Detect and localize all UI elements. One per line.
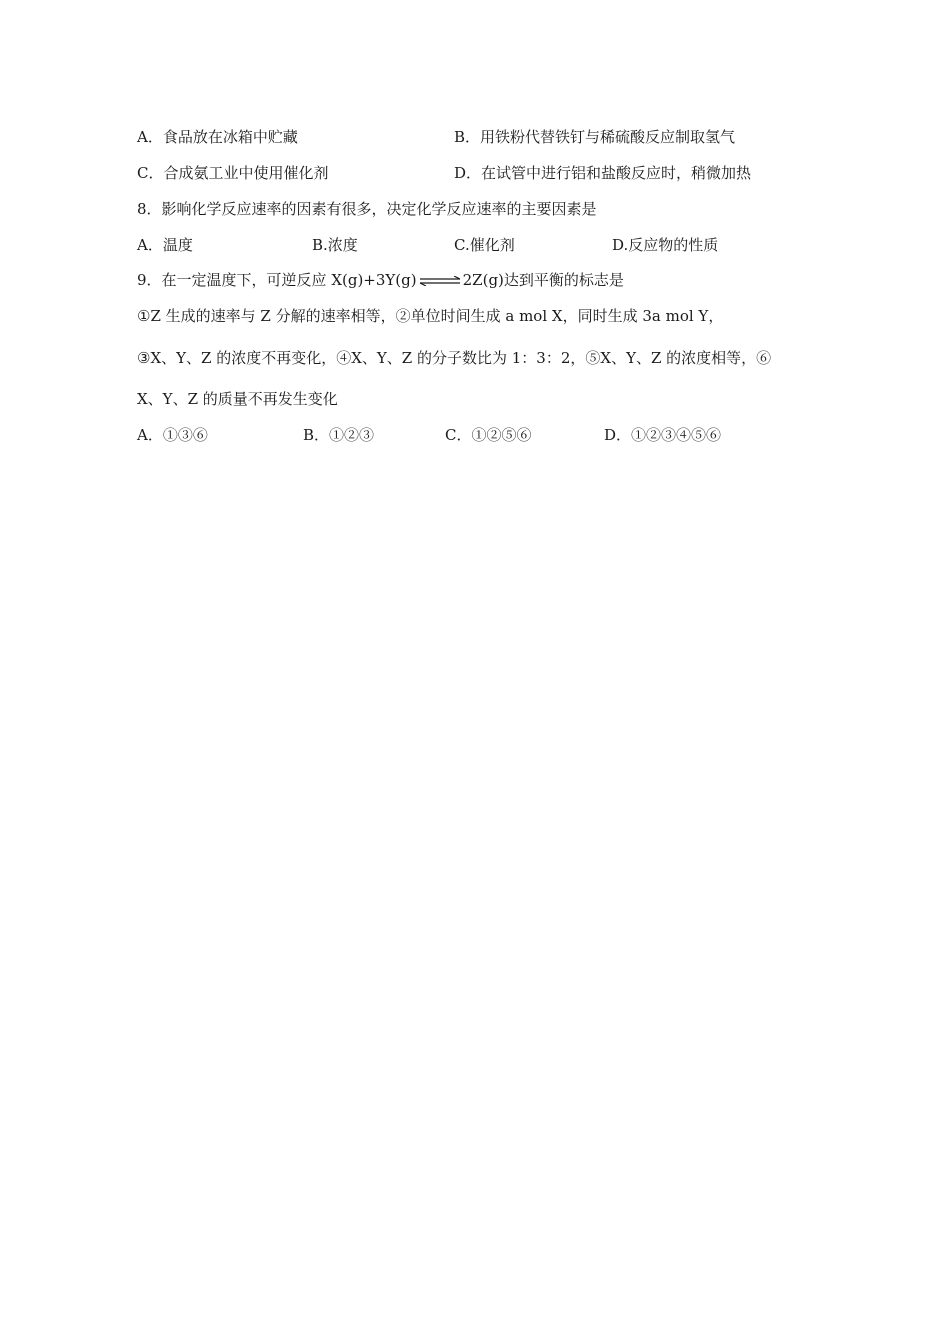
q9-condition-line-3: X、Y、Z 的质量不再发生变化 bbox=[137, 390, 338, 408]
q8-option-c: C.催化剂 bbox=[454, 236, 515, 254]
q9-option-b: B．①②③ bbox=[303, 426, 375, 444]
q9-option-a: A．①③⑥ bbox=[137, 426, 208, 444]
q8-stem: 8．影响化学反应速率的因素有很多，决定化学反应速率的主要因素是 bbox=[137, 200, 597, 218]
q8-option-b: B.浓度 bbox=[312, 236, 358, 254]
q9-condition-line-1: ①Z 生成的速率与 Z 分解的速率相等，②单位时间生成 a mol X，同时生成 3a mol Y， bbox=[137, 307, 724, 325]
q7-option-d: D．在试管中进行铝和盐酸反应时，稍微加热 bbox=[454, 164, 752, 182]
q8-option-d: D.反应物的性质 bbox=[612, 236, 719, 254]
q9-stem-before: 9．在一定温度下，可逆反应 X(g)+3Y(g) bbox=[137, 271, 417, 289]
q8-option-a: A．温度 bbox=[137, 236, 193, 254]
q9-condition-line-2: ③X、Y、Z 的浓度不再变化，④X、Y、Z 的分子数比为 1：3：2，⑤X、Y、Z 的浓度相等，⑥ bbox=[137, 349, 772, 367]
q9-stem bbox=[137, 270, 624, 290]
q7-option-b: B．用铁粉代替铁钉与稀硫酸反应制取氢气 bbox=[454, 128, 736, 146]
q7-option-c: C．合成氨工业中使用催化剂 bbox=[137, 164, 329, 182]
q7-option-a: A．食品放在冰箱中贮藏 bbox=[137, 128, 298, 146]
q9-option-c: C．①②⑤⑥ bbox=[445, 426, 532, 444]
reversible-arrow-icon bbox=[418, 271, 462, 291]
q9-option-d: D．①②③④⑤⑥ bbox=[604, 426, 722, 444]
q9-stem-after: 2Z(g)达到平衡的标志是 bbox=[462, 271, 624, 289]
